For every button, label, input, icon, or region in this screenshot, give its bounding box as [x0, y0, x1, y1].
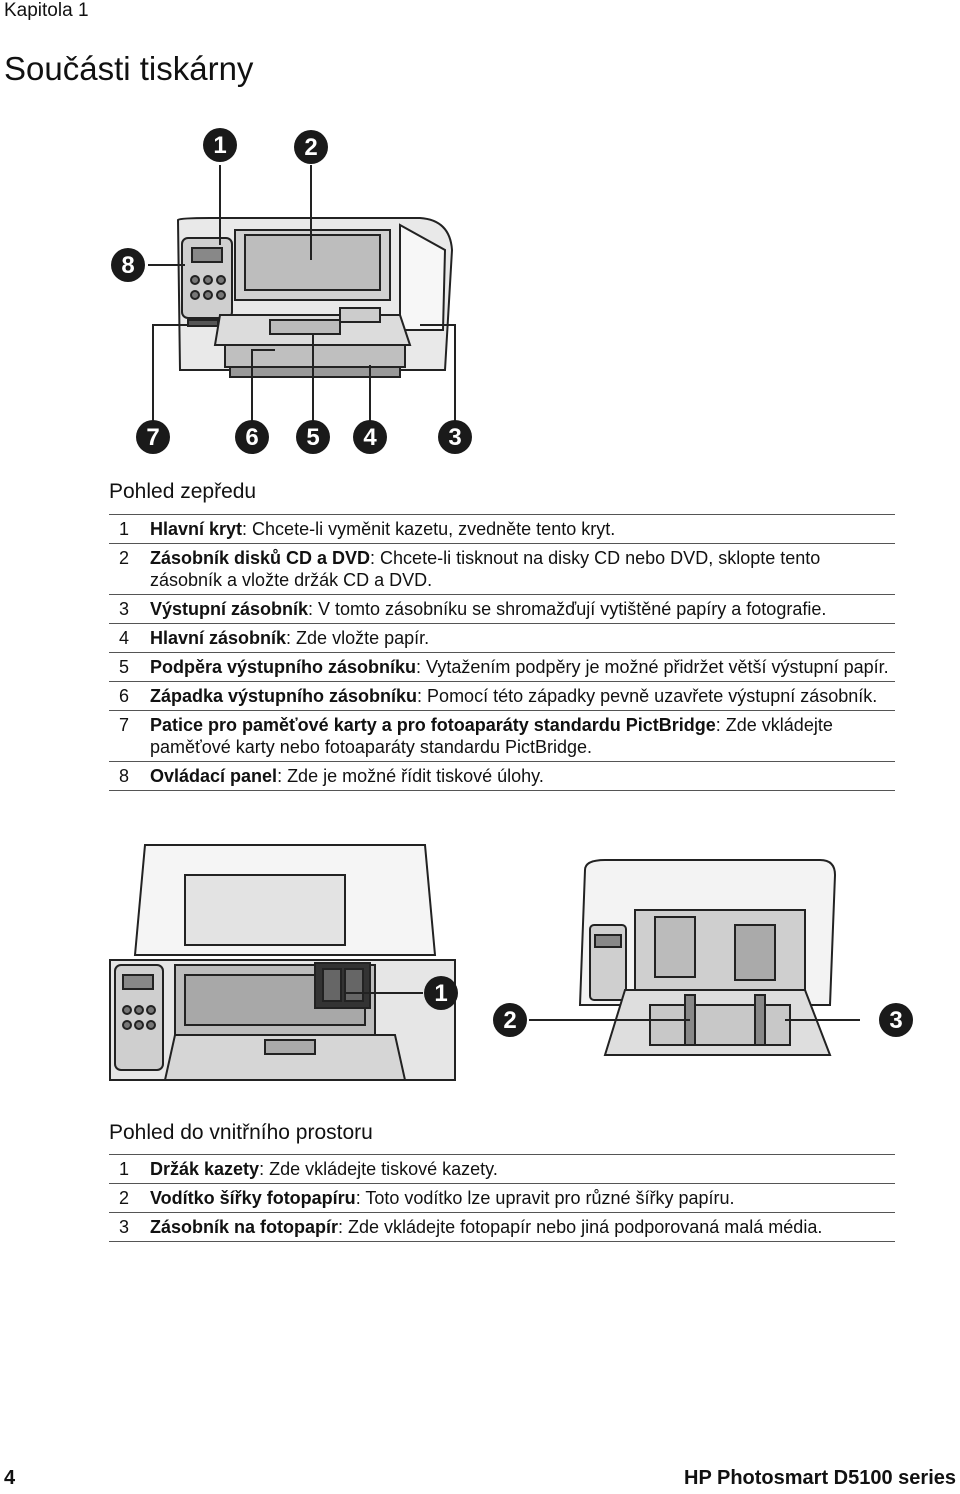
item-desc: : Zde vložte papír.: [286, 628, 430, 648]
item-text: [150, 682, 895, 711]
item-number: 2: [109, 544, 150, 595]
table-row: [109, 1155, 895, 1184]
item-desc: : Chcete-li vyměnit kazetu, zvedněte tento kryt.: [242, 519, 616, 539]
item-number: 6: [109, 682, 150, 711]
item-number: 7: [109, 711, 150, 762]
table-row: [109, 515, 895, 544]
callout-5: 5: [306, 424, 320, 451]
item-number: 3: [109, 595, 150, 624]
item-number: 3: [109, 1213, 150, 1242]
item-text: [150, 595, 895, 624]
item-term: Hlavní kryt: [150, 519, 243, 539]
item-desc: : Pomocí této západky pevně uzavřete výstupní zásobník.: [417, 686, 878, 706]
item-text: [150, 1155, 895, 1184]
item-desc: : V tomto zásobníku se shromažďují vytištěné papíry a fotografie.: [308, 599, 827, 619]
item-number: 1: [109, 515, 150, 544]
table-row: [109, 762, 895, 791]
front-view-heading: Pohled zepředu: [109, 480, 257, 503]
callout-7: 7: [146, 424, 160, 451]
item-text: [150, 515, 895, 544]
item-desc: : Zde je možné řídit tiskové úlohy.: [277, 766, 544, 786]
item-term: Zásobník na fotopapír: [150, 1217, 339, 1237]
inside-printer-illustration-left: [105, 835, 465, 1095]
inside-view-legend: [109, 1154, 895, 1242]
inside-callout-3: 3: [889, 1007, 903, 1034]
callout-6: 6: [245, 424, 259, 451]
item-term: Hlavní zásobník: [150, 628, 287, 648]
item-term: Ovládací panel: [150, 766, 278, 786]
item-term: Výstupní zásobník: [150, 599, 309, 619]
callout-1: 1: [213, 132, 227, 159]
callout-8: 8: [121, 252, 135, 279]
inside-callout-1: 1: [434, 980, 448, 1007]
inside-printer-illustration-right: [485, 855, 925, 1095]
item-text: [150, 711, 895, 762]
item-term: Západka výstupního zásobníku: [150, 686, 418, 706]
table-row: [109, 653, 895, 682]
item-term: Vodítko šířky fotopapíru: [150, 1188, 356, 1208]
front-view-legend: [109, 514, 895, 791]
item-number: 1: [109, 1155, 150, 1184]
page-number: 4: [4, 1467, 16, 1489]
item-desc: : Chcete-li tisknout na disky CD nebo DVD, sklopte tento zásobník a vložte držák CD a DVD.: [150, 548, 821, 590]
inside-view-heading: Pohled do vnitřního prostoru: [109, 1121, 373, 1144]
item-term: Zásobník disků CD a DVD: [150, 548, 371, 568]
item-text: [150, 653, 895, 682]
item-number: 8: [109, 762, 150, 791]
item-text: [150, 762, 895, 791]
chapter-label: Kapitola 1: [4, 0, 89, 21]
item-desc: : Zde vkládejte fotopapír nebo jiná podporovaná malá média.: [338, 1217, 823, 1237]
callout-3: 3: [448, 424, 462, 451]
item-desc: : Vytažením podpěry je možné přidržet větší výstupní papír.: [416, 657, 889, 677]
table-row: [109, 1184, 895, 1213]
table-row: [109, 1213, 895, 1242]
item-text: [150, 624, 895, 653]
item-number: 4: [109, 624, 150, 653]
item-number: 5: [109, 653, 150, 682]
product-name: HP Photosmart D5100 series: [684, 1467, 956, 1489]
item-term: Podpěra výstupního zásobníku: [150, 657, 417, 677]
item-term: Patice pro paměťové karty a pro fotoaparáty standardu PictBridge: [150, 715, 716, 735]
table-row: [109, 624, 895, 653]
table-row: [109, 711, 895, 762]
item-text: [150, 1213, 895, 1242]
callout-4: 4: [363, 424, 377, 451]
table-row: [109, 682, 895, 711]
item-desc: : Zde vkládejte tiskové kazety.: [259, 1159, 498, 1179]
item-text: [150, 1184, 895, 1213]
page-title: Součásti tiskárny: [4, 50, 254, 87]
item-desc: : Zde vkládejte paměťové karty nebo fotoaparáty standardu PictBridge.: [150, 715, 833, 757]
item-number: 2: [109, 1184, 150, 1213]
table-row: [109, 595, 895, 624]
front-printer-illustration: [100, 120, 480, 460]
item-term: Držák kazety: [150, 1159, 260, 1179]
table-row: [109, 544, 895, 595]
inside-callout-2: 2: [503, 1007, 517, 1034]
item-desc: : Toto vodítko lze upravit pro různé šířky papíru.: [355, 1188, 735, 1208]
item-text: [150, 544, 895, 595]
callout-2: 2: [304, 134, 318, 161]
